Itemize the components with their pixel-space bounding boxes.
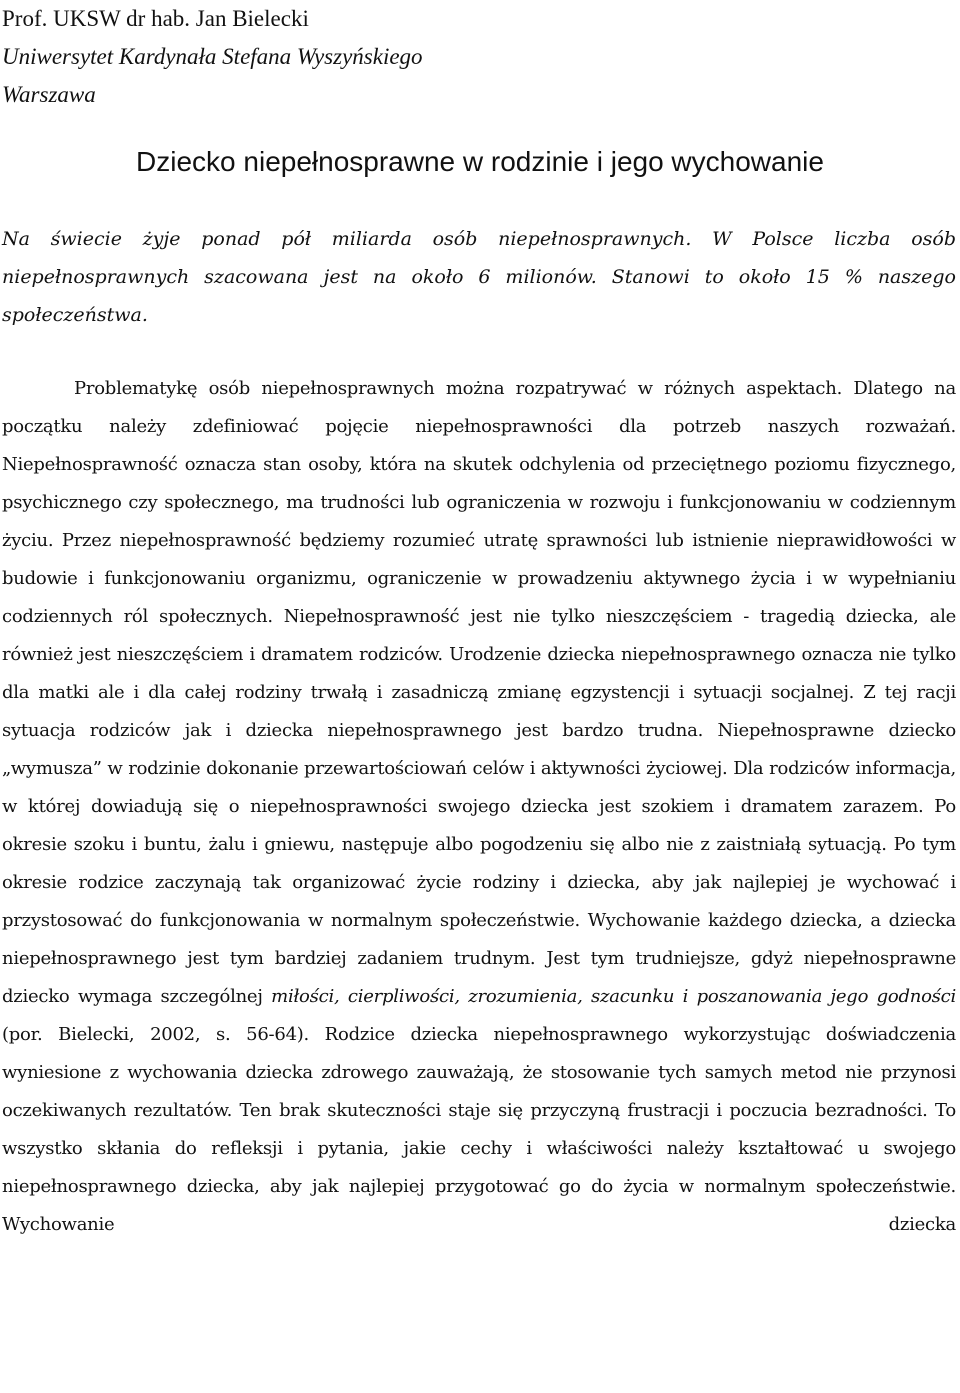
intro-text: Na świecie żyje ponad pół miliarda osób niepełnosprawnych. W Polsce liczba osób niepełnosprawnych szacowana jest na około 6 milionów. Stanowi to około 15 % naszego społeczeństwa. (2, 228, 956, 326)
institution-name: Uniwersytet Kardynała Stefana Wyszyńskiego (2, 44, 423, 69)
body-paragraph (2, 370, 956, 1244)
article-title: Dziecko niepełnosprawne w rodzinie i jego wychowanie (136, 146, 824, 177)
intro-paragraph (2, 220, 956, 334)
author-header (2, 0, 423, 114)
city-name: Warszawa (2, 82, 96, 107)
body-text-part2: (por. Bielecki, 2002, s. 56-64). Rodzice dziecka niepełnosprawnego wykorzystując doświadczenia wyniesione z wychowania dziecka zdrowego zauważają, że stosowanie tych samych metod nie przynosi oczekiwanych rezultatów. Ten brak skuteczności staje się przyczyną frustracji i poczucia bezradności. To wszystko skłania do refleksji i pytania, jakie cechy i właściwości należy kształtować u swojego niepełnosprawnego dziecka, aby jak najlepiej przygotować go do życia w normalnym społeczeństwie. Wychowanie dziecka (2, 1024, 956, 1235)
author-name: Prof. UKSW dr hab. Jan Bielecki (2, 6, 309, 31)
body-text-part1: Problematykę osób niepełnosprawnych można rozpatrywać w różnych aspektach. Dlatego na początku należy zdefiniować pojęcie niepełnosprawności dla potrzeb naszych rozważań. Niepełnosprawność oznacza stan osoby, która na skutek odchylenia od przeciętnego poziomu fizycznego, psychicznego czy społecznego, ma trudności lub ograniczenia w rozwoju i funkcjonowaniu w codziennym życiu. Przez niepełnosprawność będziemy rozumieć utratę sprawności lub istnienie nieprawidłowości w budowie i funkcjonowaniu organizmu, ograniczenie w prowadzeniu aktywnego życia i w wypełnianiu codziennych ról społecznych. Niepełnosprawność jest nie tylko nieszczęściem - tragedią dziecka, ale również jest nieszczęściem i dramatem rodziców. Urodzenie dziecka niepełnosprawnego oznacza nie tylko dla matki ale i dla całej rodziny trwałą i zasadniczą zmianę egzystencji i sytuacji socjalnej. Z tej racji sytuacja rodziców jak i dziecka niepełnosprawnego jest bardzo trudna. Niepełnosprawne dziecko „wymusza” w rodzinie dokonanie przewartościowań celów i aktywności życiowej. Dla rodziców informacja, w której dowiadują się o niepełnosprawności swojego dziecka jest szokiem i dramatem zarazem. Po okresie szoku i buntu, żalu i gniewu, następuje albo pogodzeniu się albo nie z zaistniałą sytuacją. Po tym okresie rodzice zaczynają tak organizować życie rodziny i dziecka, aby jak najlepiej je wychować i przystosować do funkcjonowania w normalnym społeczeństwie. Wychowanie każdego dziecka, a dziecka niepełnosprawnego jest tym bardziej zadaniem trudnym. Jest tym trudniejsze, gdyż niepełnosprawne dziecko wymaga szczególnej (2, 378, 956, 1007)
body-text-italic: miłości, cierpliwości, zrozumienia, szacunku i poszanowania jego godności (271, 986, 956, 1007)
